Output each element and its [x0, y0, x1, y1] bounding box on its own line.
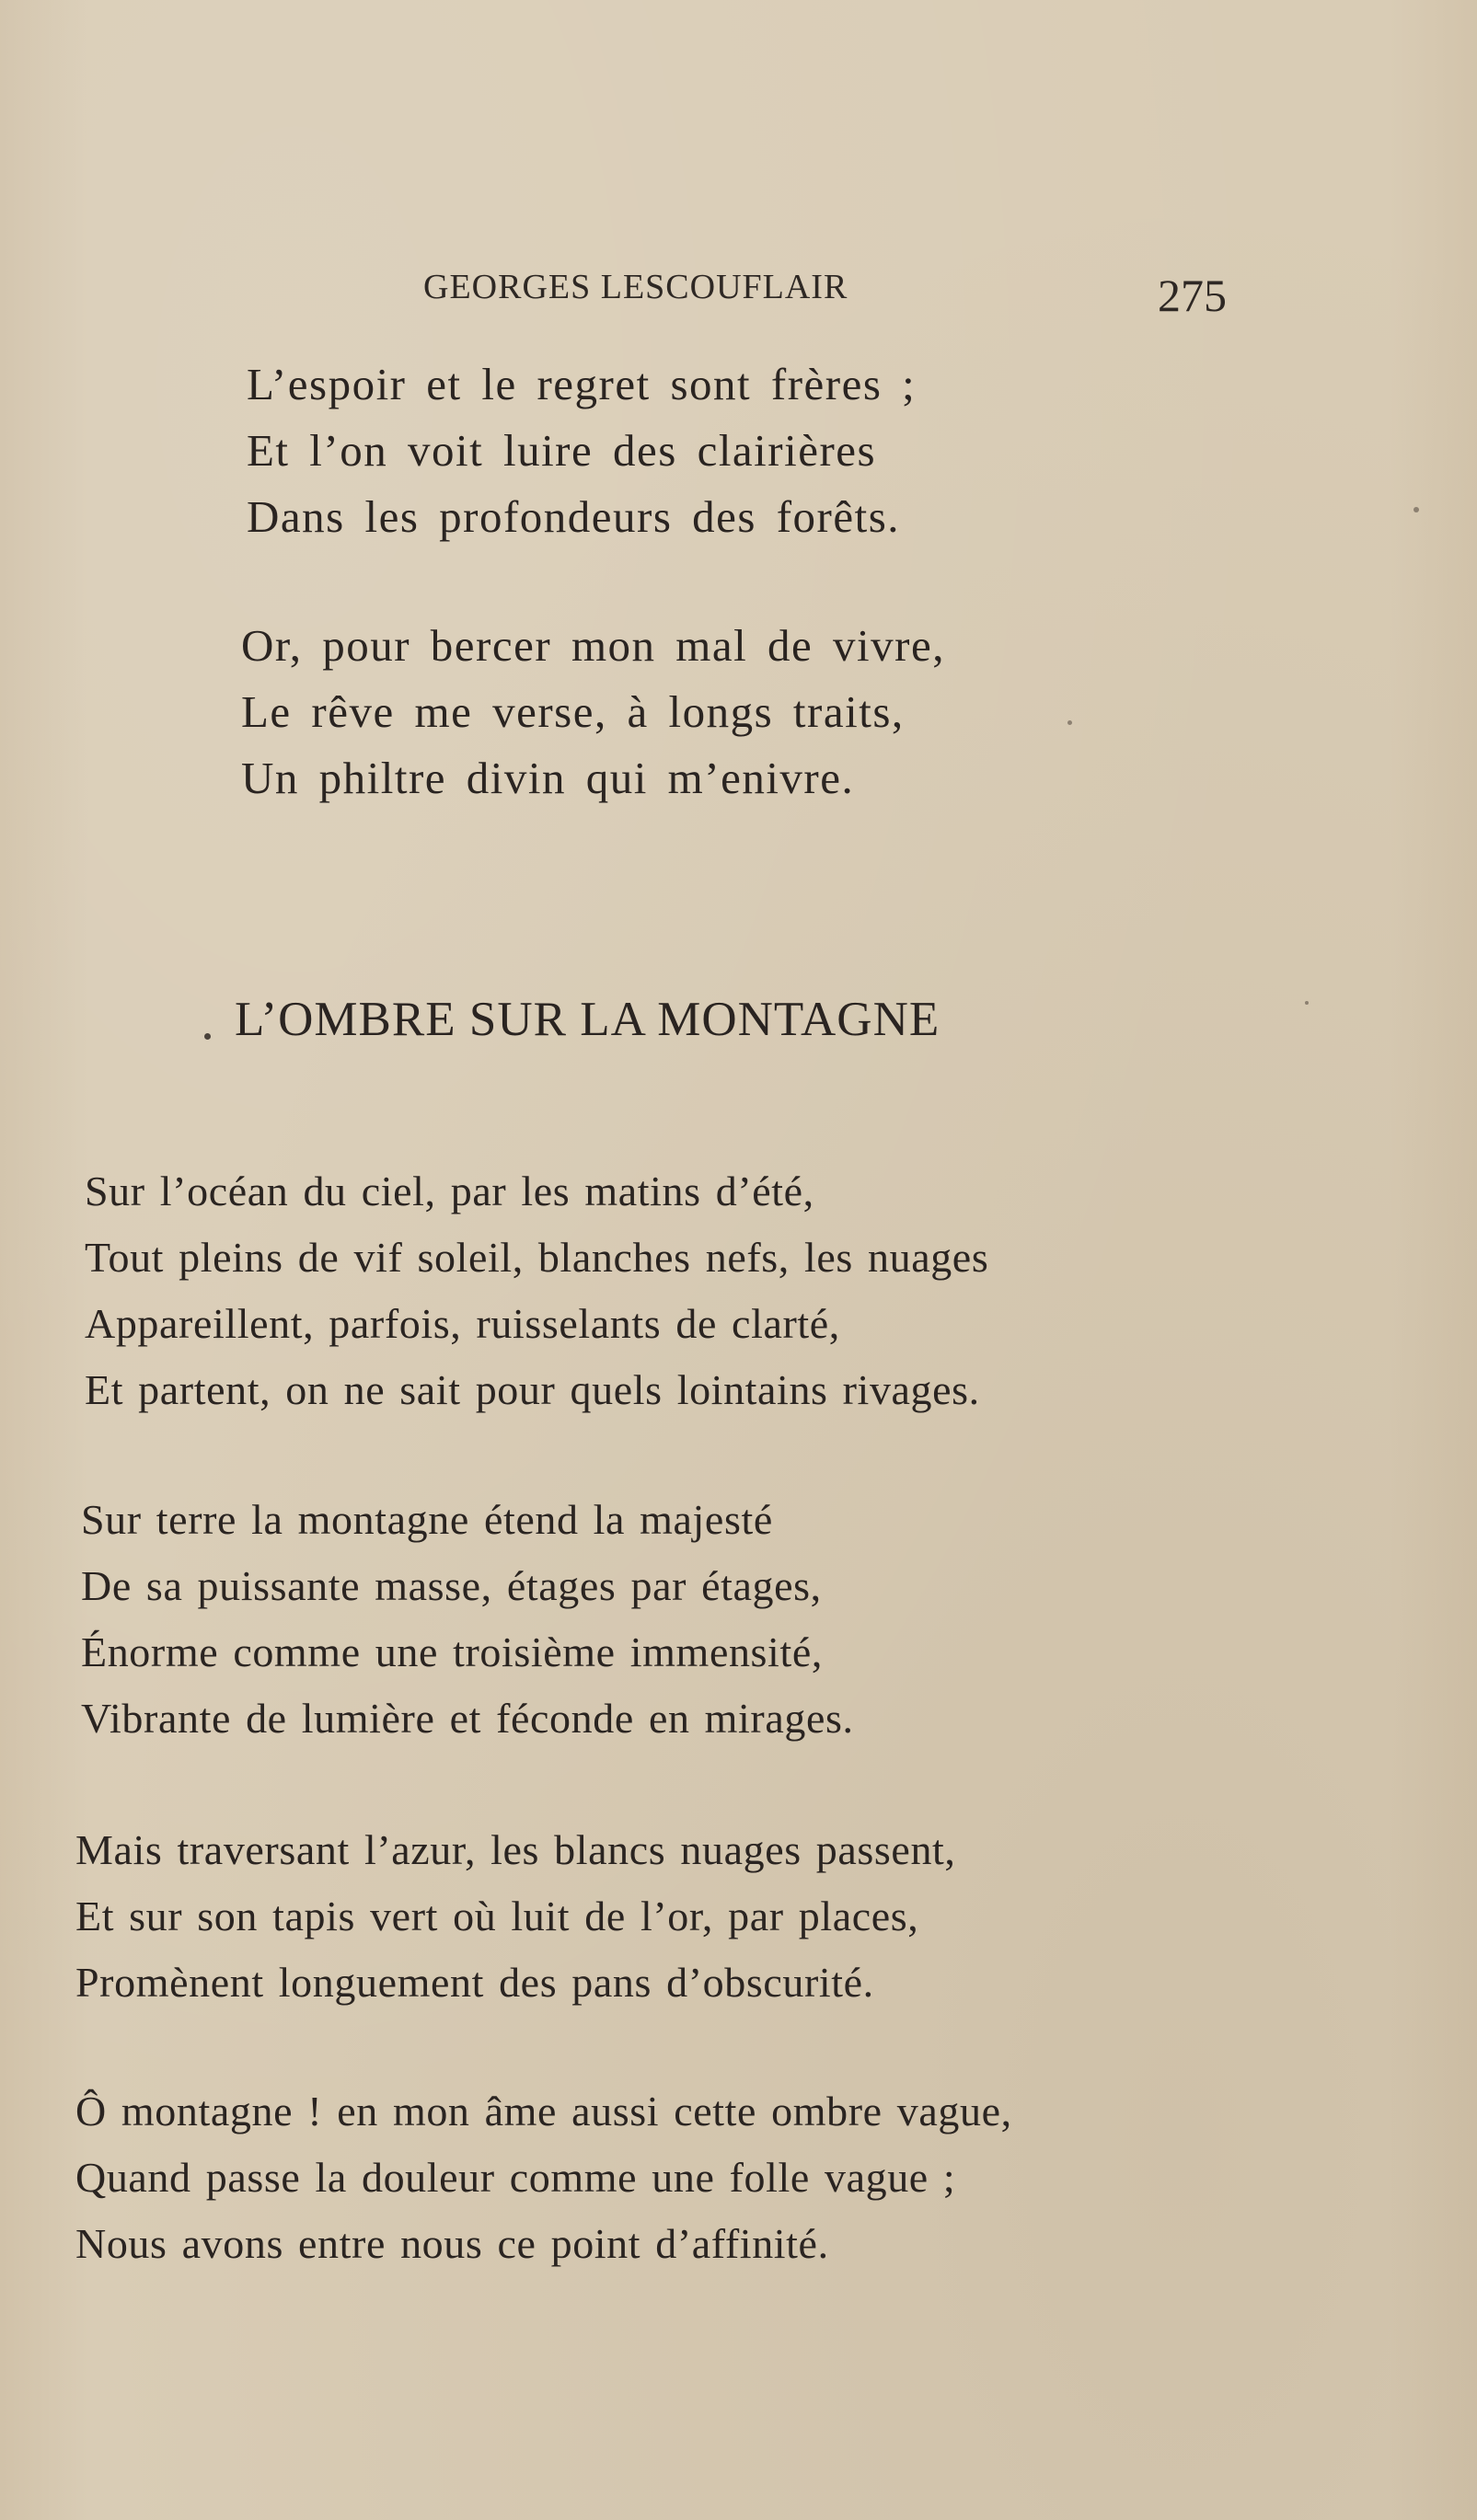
verse-line: Et partent, on ne sait pour quels lointains rivages.: [85, 1366, 980, 1413]
verse-line: Un philtre divin qui m’enivre.: [241, 753, 855, 803]
poem-stanza-3: [75, 1817, 956, 2016]
verse-line: Énorme comme une troisième immensité,: [81, 1628, 823, 1675]
verse-line: Et l’on voit luire des clairières: [247, 425, 877, 476]
verse-line: Dans les profondeurs des forêts.: [247, 491, 901, 542]
page-number: 275: [1158, 270, 1227, 321]
intro-stanza-1: [247, 351, 916, 550]
verse-line: Or, pour bercer mon mal de vivre,: [241, 620, 945, 671]
running-head: GEORGES LESCOUFLAIR: [423, 268, 848, 306]
verse-line: Promènent longuement des pans d’obscurité.: [75, 1959, 874, 2006]
paper-speck: [1067, 720, 1072, 725]
poem-stanza-1: [85, 1158, 988, 1423]
verse-line: Quand passe la douleur comme une folle vague ;: [75, 2154, 956, 2201]
paper-speck: [1305, 1001, 1309, 1005]
verse-line: De sa puissante masse, étages par étages,: [81, 1562, 822, 1609]
verse-line: Sur terre la montagne étend la majesté: [81, 1496, 773, 1543]
verse-line: Vibrante de lumière et féconde en mirages.: [81, 1695, 854, 1742]
verse-line: Appareillent, parfois, ruisselants de clarté,: [85, 1300, 840, 1347]
title-ornament-dot: [204, 1033, 211, 1040]
poem-stanza-4: [75, 2078, 1012, 2277]
verse-line: Et sur son tapis vert où luit de l’or, par places,: [75, 1893, 919, 1939]
verse-line: L’espoir et le regret sont frères ;: [247, 359, 917, 409]
intro-stanza-2: [241, 613, 945, 811]
paper-speck: [1414, 507, 1419, 512]
verse-line: Ô montagne ! en mon âme aussi cette ombre vague,: [75, 2088, 1012, 2135]
verse-line: Le rêve me verse, à longs traits,: [241, 686, 905, 737]
verse-line: Mais traversant l’azur, les blancs nuages passent,: [75, 1826, 956, 1873]
poem-stanza-2: [81, 1487, 854, 1752]
poem-title: L’OMBRE SUR LA MONTAGNE: [235, 993, 940, 1046]
verse-line: Tout pleins de vif soleil, blanches nefs, les nuages: [85, 1234, 989, 1281]
verse-line: Sur l’océan du ciel, par les matins d’été,: [85, 1168, 814, 1214]
verse-line: Nous avons entre nous ce point d’affinité.: [75, 2220, 829, 2267]
